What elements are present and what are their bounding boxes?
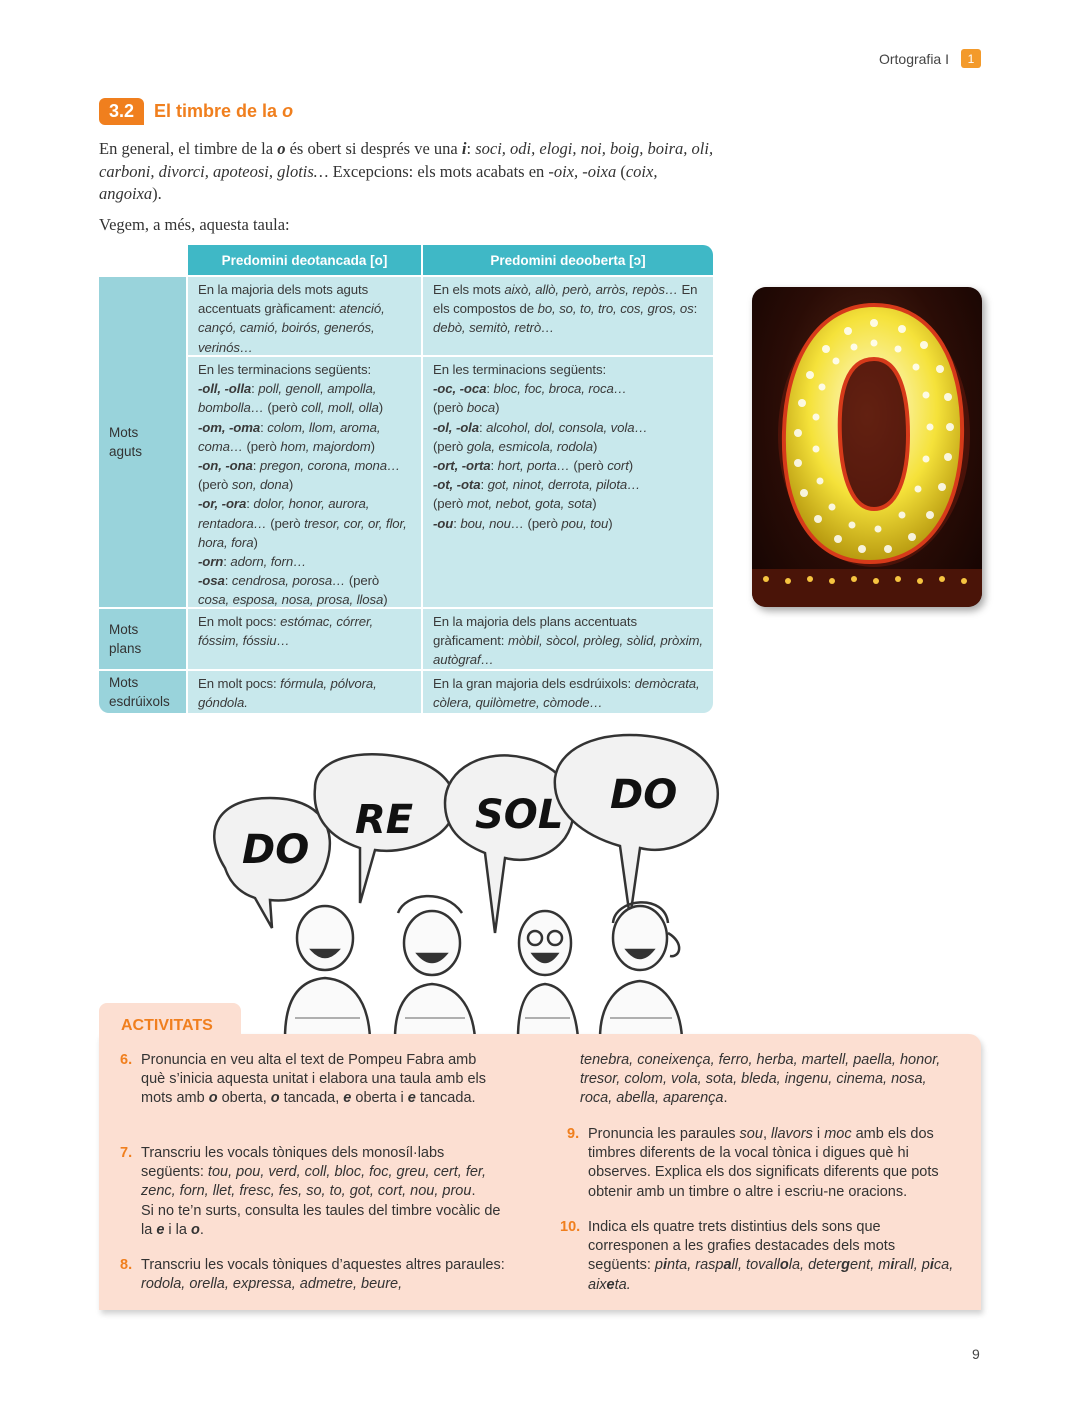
marquee-letter-o-photo: [752, 287, 982, 607]
row-header-plans: Mots plans: [99, 609, 186, 669]
cell-esdruixols-open: En la gran majoria dels esdrúixols: demòcrata, còlera, quilòmetre, còmode…: [423, 671, 713, 713]
cell-aguts-open-2: En les terminacions següents: -oc, -oca: bloc, foc, broca, roca… (però boca) -ol, -ola: alcohol, dol, consola, vola… (però gola, esmicola, rodola) -ort, -orta: hort, porta… (però cort) -ot, -ota: got, ninot, derrota, pilota… (però mot, nebot, gota, sota) -ou: bou, nou… (però pou, tou): [423, 357, 713, 607]
o-timbre-table: [99, 245, 713, 713]
cell-aguts-open-1: En els mots això, allò, però, arròs, repòs… En els compostos de bo, so, to, tro, cos, gros, os: debò, semitò, retrò…: [423, 277, 713, 355]
cell-plans-open: En la majoria dels plans accentuats gràficament: mòbil, sòcol, pròleg, sòlid, pròxim, autògraf…: [423, 609, 713, 669]
section-heading: [99, 98, 293, 125]
activity-7: 7. Transcriu les vocals tòniques dels monosíl·labs següents: tou, pou, verd, coll, bloc, foc, greu, cert, fer, zenc, forn, llet, fresc, fes, so, to, got, cort, nou, prou. Si no te’n surts, consulta les taules del timbre vocàlic de la e i la o.: [120, 1145, 501, 1238]
cell-esdruixols-closed: En molt pocs: fórmula, pólvora, góndola.: [188, 671, 421, 713]
intro-paragraph-2: Vegem, a més, aquesta taula:: [99, 214, 290, 234]
section-title-letter: o: [282, 101, 294, 121]
section-number: 3.2: [99, 98, 144, 125]
activity-6: 6. Pronuncia en veu alta el text de Pompeu Fabra amb què s’inicia aquesta unitat i elabora una taula amb els mots amb o oberta, o tancada, e oberta i e tancada.: [120, 1052, 487, 1107]
page-number: 9: [972, 1346, 980, 1362]
bubble-text-do-1: DO: [242, 827, 310, 873]
table-header-open-o: Predomini de o oberta [ɔ]: [423, 245, 713, 275]
intro-paragraph-1: En general, el timbre de la o és obert si després ve una i: soci, odi, elogi, noi, boig, boira, oli, carboni, divorci, apoteosi, glotis… Excepcions: els mots acabats en -oix, -oixa (coix, angoixa).: [99, 139, 714, 203]
chapter-title: Ortografia I: [878, 50, 949, 67]
marquee-o-graphic: [752, 287, 982, 607]
bubble-text-re: RE: [355, 797, 414, 843]
section-title: [154, 101, 293, 122]
intro-text: [99, 138, 719, 236]
table-header-closed-o: Predomini de o tancada [o]: [188, 245, 421, 275]
section-title-text: El timbre de la: [154, 101, 283, 121]
unit-badge: 1: [961, 49, 981, 68]
singing-people-illustration: [200, 728, 740, 1038]
activity-8-continued: tenebra, coneixença, ferro, herba, martell, paella, honor, tresor, colom, vola, sota, bleda, ingenu, cinema, nosa, roca, abella, aparença.: [580, 1052, 941, 1107]
row-header-esdruixols: Mots esdrúixols: [99, 671, 186, 713]
activities-title: ACTIVITATS: [99, 1003, 241, 1043]
cell-aguts-closed-1: En la majoria dels mots aguts accentuats gràficament: atenció, cançó, camió, boirós, generós, verinós…: [188, 277, 421, 355]
activity-10: 10. Indica els quatre trets distintius dels sons que corresponen a les grafies destacades dels mots següents: pinta, raspall, tovallola, detergent, mirall, pica, aixeta.: [560, 1219, 954, 1293]
page-header: [879, 49, 981, 68]
activity-9: 9. Pronuncia les paraules sou, llavors i moc amb els dos timbres diferents de la vocal tònica i digues què hi observes. Explica els dos significats diferents que pots obtenir amb un timbre o altre i escriu-ne oracions.: [567, 1126, 939, 1200]
cell-aguts-closed-2: En les terminacions següents: -oll, -olla: poll, genoll, ampolla, bombolla… (però coll, moll, olla) -om, -oma: colom, llom, aroma, coma… (però hom, majordom) -on, -ona: pregon, corona, mona… (però son, dona) -or, -ora: dolor, honor, aurora, rentadora… (però tresor, cor, or, flor, hora, fora) -orn: adorn, forn… -osa: cendrosa, porosa… (però cosa, esposa, nosa, prosa, llosa): [188, 357, 421, 607]
bubble-text-sol: SOL: [475, 792, 564, 838]
bubble-text-do-2: DO: [610, 772, 678, 818]
cell-plans-closed: En molt pocs: estómac, córrer, fóssim, fóssiu…: [188, 609, 421, 669]
activity-8: 8. Transcriu les vocals tòniques d’aquestes altres paraules: rodola, orella, expressa, admetre, beure,: [120, 1257, 505, 1293]
row-header-aguts: Mots aguts: [99, 277, 186, 607]
